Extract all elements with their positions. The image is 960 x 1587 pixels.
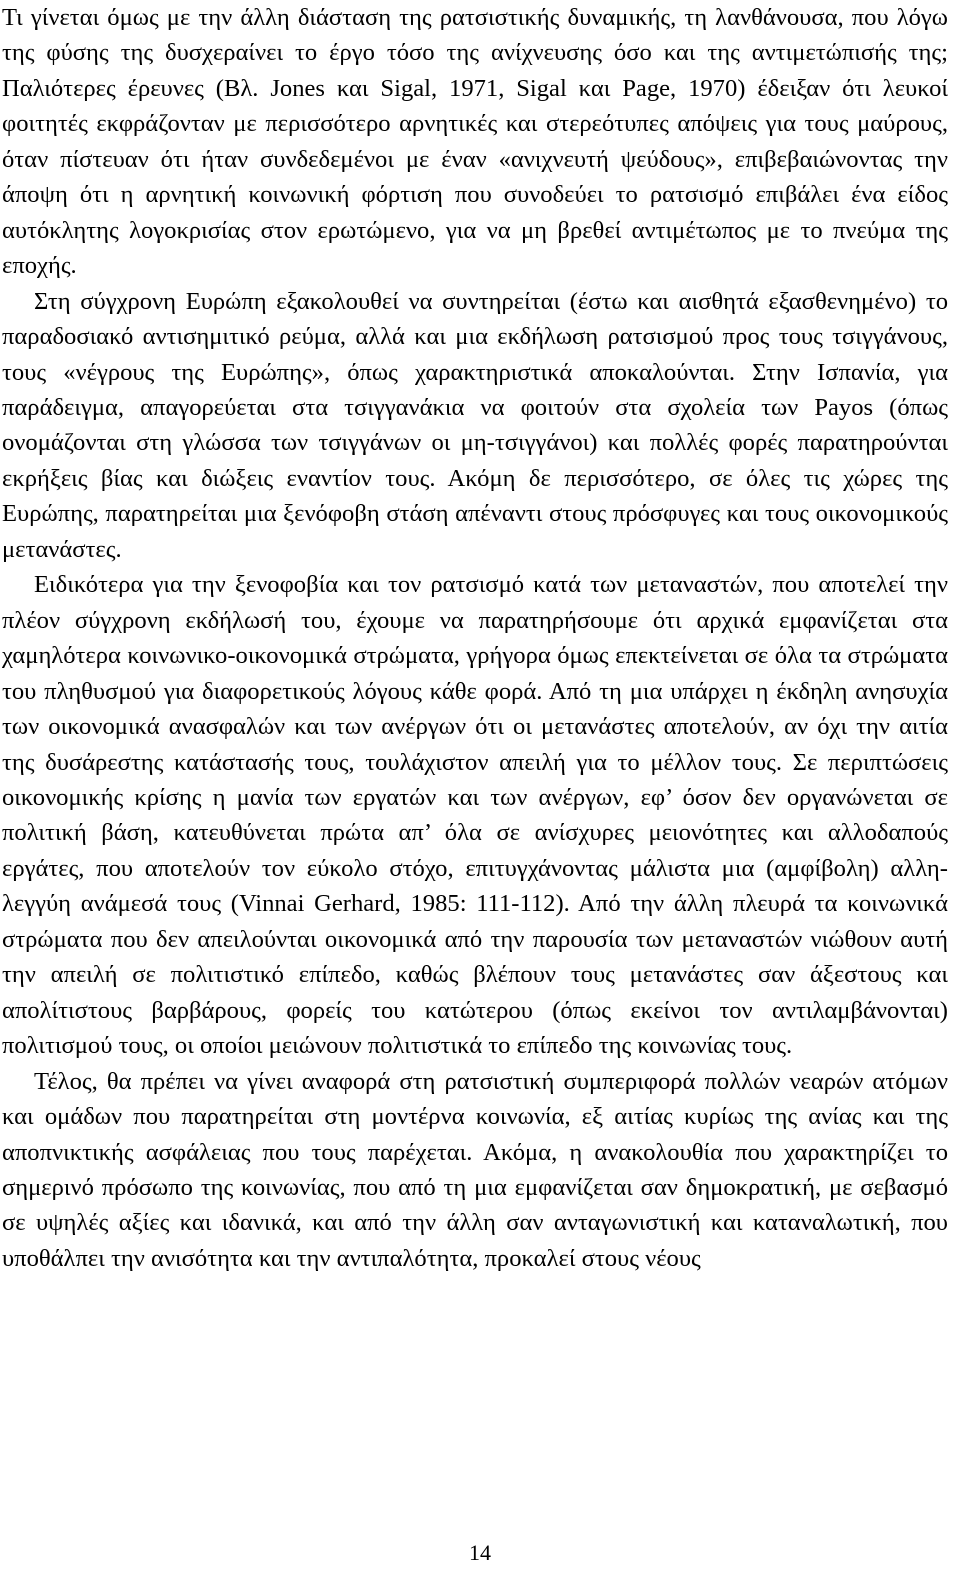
paragraph-europe-antisemitism-roma: Στη σύγχρονη Ευρώπη εξακολουθεί να συντηρείται (έστω και αισθητά εξασθενημένο) το παραδοσιακό αντισημιτικό ρεύμα, αλλά και μια εκδήλωση ρατσισμού προς τους τσιγγάνους, τους «νέγρους της Ευρώπης», όπως χαρακτηριστικά αποκαλούνται. Στην Ισπανία, για παράδειγμα, απαγορεύεται στα τσιγγανάκια να φοιτούν στα σχολεία των Payos (όπως ονομάζονται στη γλώσσα των τσιγγάνων οι μη-τσιγγάνοι) και πολλές φορές παρατηρούνται εκρήξεις βίας και διώξεις εναντίον τους. Ακόμη δε περισσότερο, σε όλες τις χώρες της Ευρώπης, παρατηρείται μια ξενόφοβη στάση απέναντι στους πρόσφυγες και τους οικονομικούς μετανάστες.: [2, 287, 948, 563]
paragraph-xenophobia-immigrants: Ειδικότερα για την ξενοφοβία και τον ρατσισμό κατά των μεταναστών, που αποτελεί την πλέον σύγχρονη εκδήλωσή του, έχουμε να παρατηρήσουμε ότι αρχικά εμφανίζεται στα χαμηλότερα κοινωνικο-οικονομικά στρώματα, γρήγορα όμως επεκτείνεται σε όλα τα στρώματα του πληθυσμού για διαφορετικούς λόγους κάθε φορά. Από τη μια υπάρχει η έκδηλη ανησυχία των οικονομικά ανασφαλών και των ανέργων ότι οι μετανάστες αποτελούν, αν όχι την αιτία της δυσάρεστης κατάστασής τους, τουλάχιστον απειλή για το μέλλον τους. Σε περιπτώσεις οικονομικής κρίσης η μανία των εργατών και των ανέργων, εφ’ όσον δεν οργανώνεται σε πολιτική βάση, κατευθύνεται πρώτα απ’ όλα σε ανίσχυρες μειονότητες και αλλοδαπούς εργάτες, που αποτελούν τον εύκολο στόχο, επιτυγχάνοντας μάλιστα μια (αμφίβολη) αλληλεγγύη ανάμεσά τους (Vinnai Gerhard, 1985: 111-112). Από την άλλη πλευρά τα κοινωνικά στρώματα που δεν απειλούνται οικονομικά από την παρουσία των μεταναστών νιώθουν αυτή την απειλή σε πολιτιστικό επίπεδο, καθώς βλέπουν τους μετανάστες σαν άξεστους και απολίτιστους βαρβάρους, φορείς του κατώτερου (όπως εκείνοι τον αντιλαμβάνονται) πολιτισμού τους, οι οποίοι μειώνουν πολιτιστικά το επίπεδο της κοινωνίας τους.: [2, 571, 948, 1060]
paragraph-lie-detector-research: Τι γίνεται όμως με την άλλη διάσταση της ρατσιστικής δυναμικής, τη λανθάνουσα, που λόγω της φύσης της δυσχεραίνει το έργο τόσο της ανίχνευσης όσο και της αντιμετώπισής της; Παλιότερες έρευνες (Βλ. Jones και Sigal, 1971, Sigal και Page, 1970) έδειξαν ότι λευκοί φοιτητές εκφράζονταν με περισσότερο αρνητικές και στερεότυπες απόψεις για τους μαύρους, όταν πίστευαν ότι ήταν συνδεδεμένοι με έναν «ανιχνευτή ψεύδους», επιβεβαιώνοντας την άποψη ότι η αρνητική κοινωνική φόρτιση που συνοδεύει το ρατσισμό επιβάλει ένα είδος αυτόκλητης λογοκρισίας στον ερωτώμενο, για να μη βρεθεί αντιμέτωπος με το πνεύμα της εποχής.: [2, 4, 948, 280]
page-number: 14: [469, 1540, 491, 1565]
document-page: [2, 0, 948, 1276]
paragraph-youth-racism: Τέλος, θα πρέπει να γίνει αναφορά στη ρατσιστική συμπεριφορά πολλών νεαρών ατόμων και ομάδων που παρατηρείται στη μοντέρνα κοινωνία, εξ αιτίας κυρίως της ανίας και της αποπνικτικής ασφάλειας που τους παρέχεται. Ακόμα, η ανακολουθία που χαρακτηρίζει το σημερινό πρόσωπο της κοινωνίας, που από τη μια εμφανίζεται σαν δημοκρατική, με σεβασμό σε υψηλές αξίες και ιδανικά, και από την άλλη σαν ανταγωνιστική και καταναλωτική, που υποθάλπει την ανισότητα και την αντιπαλότητα, προκαλεί στους νέους: [2, 1067, 948, 1272]
